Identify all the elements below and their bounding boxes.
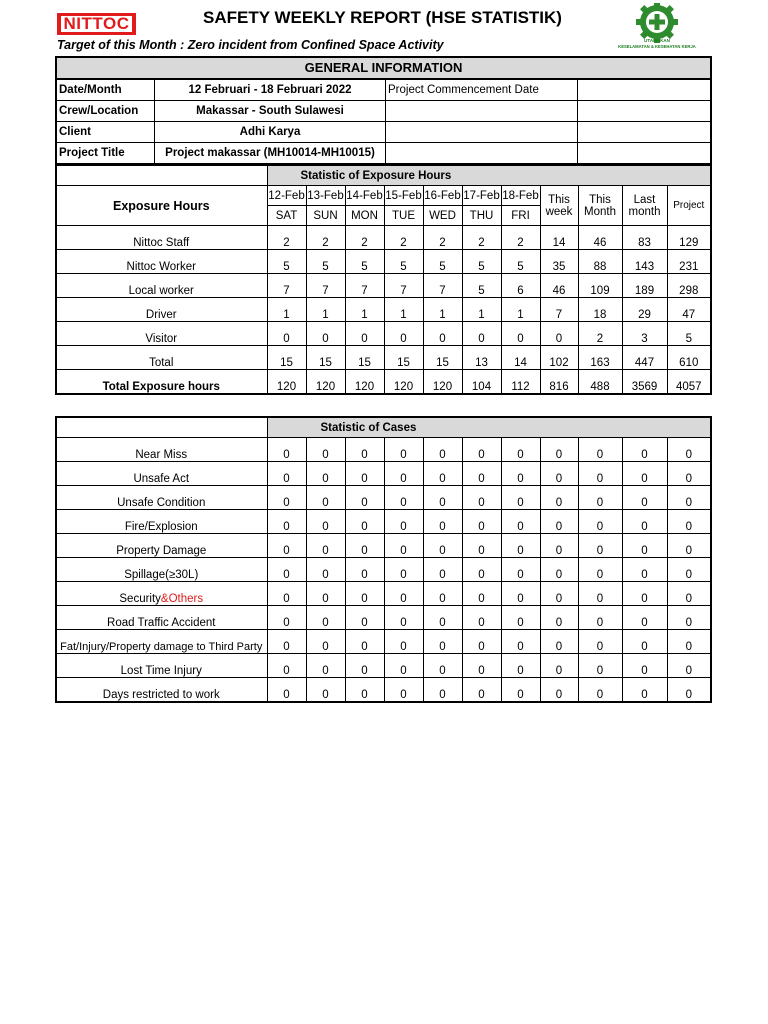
date-header: 18-Feb: [501, 186, 540, 206]
cases-row: [56, 486, 711, 510]
exposure-row: [56, 298, 711, 322]
cases-cell: 0: [267, 462, 306, 486]
cases-row-label-text: Road Traffic Accident: [107, 617, 216, 629]
cases-cell: 0: [384, 678, 423, 702]
exposure-cell: 13: [462, 346, 501, 370]
cases-cell: 0: [578, 678, 622, 702]
cases-row-label: [56, 606, 267, 630]
summary-column-header: Last month: [622, 186, 667, 226]
exposure-row: [56, 274, 711, 298]
exposure-cell: 2: [462, 226, 501, 250]
general-row: [57, 122, 710, 143]
exposure-cell: 5: [306, 250, 345, 274]
cases-row-label-text: Fat/Injury/Property damage to Third Party: [60, 641, 263, 653]
exposure-row: [56, 370, 711, 394]
cases-row-label: [56, 654, 267, 678]
cases-cell: 0: [540, 606, 578, 630]
exposure-cell: 0: [267, 322, 306, 346]
general-value: Adhi Karya: [155, 122, 386, 142]
cases-cell: 0: [501, 678, 540, 702]
cases-row-label: [56, 630, 267, 654]
cases-cell: 0: [540, 654, 578, 678]
exposure-hours-label: Exposure Hours: [56, 186, 267, 226]
cases-row-label-text: Security: [119, 593, 161, 605]
cases-cell: 0: [667, 438, 711, 462]
cases-cell: 0: [622, 654, 667, 678]
exposure-cell: 18: [578, 298, 622, 322]
cases-cell: 0: [306, 654, 345, 678]
general-extra-label: [386, 143, 578, 163]
exposure-cell: 0: [462, 322, 501, 346]
cases-cell: 0: [267, 630, 306, 654]
cases-cell: 0: [423, 678, 462, 702]
cases-cell: 0: [384, 558, 423, 582]
cases-cell: 0: [622, 462, 667, 486]
exposure-cell: 15: [345, 346, 384, 370]
general-row: [57, 80, 710, 101]
exposure-cell: 120: [345, 370, 384, 394]
cases-cell: 0: [540, 630, 578, 654]
cases-cell: 0: [540, 534, 578, 558]
cases-row-label-text: Days restricted to work: [102, 688, 220, 701]
exposure-cell: 0: [345, 322, 384, 346]
cases-cell: 0: [384, 438, 423, 462]
summary-column-header: This Month: [578, 186, 622, 226]
exposure-row-label: Total: [56, 346, 267, 370]
exposure-cell: 29: [622, 298, 667, 322]
cases-cell: 0: [501, 486, 540, 510]
exposure-cell: 112: [501, 370, 540, 394]
exposure-cell: 2: [578, 322, 622, 346]
exposure-row-label: Visitor: [56, 322, 267, 346]
cases-row-label-highlight: &Others: [160, 593, 204, 605]
exposure-cell: 7: [306, 274, 345, 298]
cases-row: [56, 510, 711, 534]
cases-cell: 0: [384, 606, 423, 630]
cases-cell: 0: [345, 582, 384, 606]
cases-cell: 0: [423, 630, 462, 654]
cases-cell: 0: [345, 678, 384, 702]
cases-cell: 0: [267, 534, 306, 558]
exposure-cell: 231: [667, 250, 711, 274]
cases-row: [56, 582, 711, 606]
exposure-cell: 3569: [622, 370, 667, 394]
cases-cell: 0: [423, 654, 462, 678]
cases-cell: 0: [345, 438, 384, 462]
cases-cell: 0: [622, 486, 667, 510]
date-header: 17-Feb: [462, 186, 501, 206]
cases-cell: 0: [462, 558, 501, 582]
cases-row-label-text: Fire/Explosion: [124, 521, 198, 533]
cases-cell: 0: [267, 486, 306, 510]
exposure-cell: 0: [501, 322, 540, 346]
exposure-cell: 1: [462, 298, 501, 322]
exposure-cell: 7: [540, 298, 578, 322]
general-value: Makassar - South Sulawesi: [155, 101, 386, 121]
day-header: TUE: [384, 206, 423, 226]
cases-cell: 0: [622, 606, 667, 630]
exposure-hours-table: [55, 164, 712, 395]
cases-cell: 0: [667, 630, 711, 654]
cases-cell: 0: [423, 558, 462, 582]
cases-cell: 0: [267, 582, 306, 606]
cases-cell: 0: [345, 510, 384, 534]
exposure-cell: 5: [423, 250, 462, 274]
exposure-cell: 189: [622, 274, 667, 298]
cases-cell: 0: [622, 510, 667, 534]
cases-cell: 0: [501, 582, 540, 606]
cases-cell: 0: [578, 462, 622, 486]
exposure-cell: 14: [540, 226, 578, 250]
cases-cell: 0: [462, 630, 501, 654]
cases-cell: 0: [345, 654, 384, 678]
exposure-cell: 83: [622, 226, 667, 250]
date-header: 12-Feb: [267, 186, 306, 206]
cases-cell: 0: [578, 606, 622, 630]
cases-cell: 0: [540, 510, 578, 534]
cases-cell: 0: [384, 510, 423, 534]
cases-cell: 0: [667, 486, 711, 510]
cases-cell: 0: [306, 510, 345, 534]
cases-cell: 0: [540, 582, 578, 606]
exposure-row-label: Driver: [56, 298, 267, 322]
general-extra-value: [578, 143, 710, 163]
cases-cell: 0: [267, 438, 306, 462]
cases-row: [56, 606, 711, 630]
general-information: [55, 56, 712, 165]
cases-row-label-text: Lost Time Injury: [120, 665, 202, 677]
exposure-cell: 109: [578, 274, 622, 298]
cases-cell: 0: [384, 654, 423, 678]
cases-cell: 0: [462, 678, 501, 702]
cases-cell: 0: [622, 558, 667, 582]
cases-cell: 0: [345, 606, 384, 630]
exposure-row-label: Local worker: [56, 274, 267, 298]
exposure-row-label: Nittoc Staff: [56, 226, 267, 250]
exposure-cell: 15: [267, 346, 306, 370]
cases-cell: 0: [667, 558, 711, 582]
exposure-cell: 5: [462, 250, 501, 274]
cases-cell: 0: [622, 630, 667, 654]
exposure-cell: 1: [345, 298, 384, 322]
cases-cell: 0: [667, 606, 711, 630]
cases-row-label: [56, 534, 267, 558]
summary-column-header: This week: [540, 186, 578, 226]
cases-cell: 0: [501, 630, 540, 654]
cases-row: [56, 558, 711, 582]
cases-cell: 0: [578, 510, 622, 534]
exposure-cell: 120: [423, 370, 462, 394]
exposure-cell: 298: [667, 274, 711, 298]
cases-row-label: [56, 462, 267, 486]
cases-cell: 0: [667, 510, 711, 534]
cases-cell: 0: [345, 558, 384, 582]
cases-cell: 0: [423, 534, 462, 558]
exposure-cell: 15: [423, 346, 462, 370]
cases-cell: 0: [501, 438, 540, 462]
cases-cell: 0: [622, 534, 667, 558]
exposure-cell: 816: [540, 370, 578, 394]
cases-row-label: [56, 678, 267, 702]
cases-cell: 0: [667, 582, 711, 606]
cases-row: [56, 438, 711, 462]
nittoc-logo: [57, 13, 136, 35]
cases-cell: 0: [667, 534, 711, 558]
cases-cell: 0: [345, 630, 384, 654]
exposure-cell: 610: [667, 346, 711, 370]
cases-row-label: [56, 558, 267, 582]
cases-row-label: [56, 582, 267, 606]
cases-cell: 0: [423, 486, 462, 510]
cases-table: [55, 416, 712, 703]
exposure-row: [56, 226, 711, 250]
cases-cell: 0: [306, 606, 345, 630]
exposure-heading: Statistic of Exposure Hours: [267, 165, 711, 186]
general-label: Client: [57, 122, 155, 142]
cases-cell: 0: [306, 438, 345, 462]
exposure-cell: 14: [501, 346, 540, 370]
exposure-cell: 2: [267, 226, 306, 250]
cases-cell: 0: [540, 678, 578, 702]
cases-cell: 0: [306, 630, 345, 654]
exposure-cell: 2: [345, 226, 384, 250]
exposure-cell: 46: [540, 274, 578, 298]
exposure-row-label: Total Exposure hours: [56, 370, 267, 394]
date-header: 13-Feb: [306, 186, 345, 206]
exposure-cell: 6: [501, 274, 540, 298]
cases-cell: 0: [423, 462, 462, 486]
cases-cell: 0: [384, 630, 423, 654]
cases-cell: 0: [540, 462, 578, 486]
date-header: 15-Feb: [384, 186, 423, 206]
exposure-cell: 120: [384, 370, 423, 394]
exposure-row: [56, 250, 711, 274]
cases-row: [56, 630, 711, 654]
general-label: Crew/Location: [57, 101, 155, 121]
general-row: [57, 143, 710, 163]
day-header: THU: [462, 206, 501, 226]
exposure-row-label: Nittoc Worker: [56, 250, 267, 274]
cases-cell: 0: [462, 534, 501, 558]
cases-cell: 0: [578, 654, 622, 678]
cases-cell: 0: [384, 582, 423, 606]
cases-cell: 0: [462, 510, 501, 534]
cases-row-label: [56, 510, 267, 534]
exposure-cell: 0: [540, 322, 578, 346]
cases-cell: 0: [462, 462, 501, 486]
cases-cell: 0: [540, 486, 578, 510]
cases-row: [56, 462, 711, 486]
cases-cell: 0: [578, 534, 622, 558]
exposure-cell: 2: [384, 226, 423, 250]
cases-cell: 0: [622, 438, 667, 462]
exposure-cell: 46: [578, 226, 622, 250]
general-row: [57, 101, 710, 122]
exposure-cell: 120: [267, 370, 306, 394]
cases-cell: 0: [423, 606, 462, 630]
cases-cell: 0: [345, 486, 384, 510]
cases-cell: 0: [540, 438, 578, 462]
cases-cell: 0: [540, 558, 578, 582]
cases-row-label-text: Unsafe Condition: [117, 497, 206, 509]
exposure-cell: 47: [667, 298, 711, 322]
exposure-cell: 104: [462, 370, 501, 394]
exposure-cell: 2: [423, 226, 462, 250]
general-label: Project Title: [57, 143, 155, 163]
exposure-cell: 2: [306, 226, 345, 250]
exposure-cell: 7: [345, 274, 384, 298]
cases-row-label: [56, 486, 267, 510]
cases-cell: 0: [501, 510, 540, 534]
exposure-cell: 7: [267, 274, 306, 298]
cases-cell: 0: [462, 486, 501, 510]
general-value: Project makassar (MH10014-MH10015): [155, 143, 386, 163]
exposure-cell: 120: [306, 370, 345, 394]
cases-cell: 0: [345, 462, 384, 486]
cases-cell: 0: [384, 462, 423, 486]
general-label: Date/Month: [57, 80, 155, 100]
cases-cell: 0: [267, 558, 306, 582]
nittoc-logo-text: NITTOC: [61, 16, 133, 32]
exposure-cell: 88: [578, 250, 622, 274]
general-extra-value: [578, 122, 710, 142]
general-extra-value: [578, 80, 710, 100]
general-extra-label: Project Commencement Date: [386, 80, 578, 100]
cases-cell: 0: [306, 678, 345, 702]
exposure-cell: 15: [306, 346, 345, 370]
exposure-cell: 447: [622, 346, 667, 370]
cases-cell: 0: [267, 510, 306, 534]
exposure-row: [56, 346, 711, 370]
cases-cell: 0: [667, 462, 711, 486]
exposure-cell: 143: [622, 250, 667, 274]
cases-cell: 0: [622, 582, 667, 606]
cases-cell: 0: [384, 534, 423, 558]
cases-row: [56, 654, 711, 678]
cases-cell: 0: [501, 558, 540, 582]
cases-cell: 0: [423, 510, 462, 534]
cases-cell: 0: [501, 462, 540, 486]
cases-row-label-text: Near Miss: [135, 449, 188, 461]
cases-cell: 0: [306, 486, 345, 510]
exposure-cell: 0: [306, 322, 345, 346]
exposure-cell: 488: [578, 370, 622, 394]
exposure-cell: 5: [345, 250, 384, 274]
general-extra-label: [386, 122, 578, 142]
cases-cell: 0: [622, 678, 667, 702]
cases-row: [56, 534, 711, 558]
cases-cell: 0: [423, 438, 462, 462]
cases-row: [56, 678, 711, 702]
cases-cell: 0: [578, 630, 622, 654]
exposure-cell: 4057: [667, 370, 711, 394]
cases-cell: 0: [578, 582, 622, 606]
cases-cell: 0: [501, 606, 540, 630]
exposure-cell: 1: [384, 298, 423, 322]
exposure-row: [56, 322, 711, 346]
cases-cell: 0: [462, 582, 501, 606]
exposure-cell: 2: [501, 226, 540, 250]
cases-cell: 0: [462, 438, 501, 462]
cases-cell: 0: [667, 654, 711, 678]
exposure-cell: 0: [384, 322, 423, 346]
cases-cell: 0: [345, 534, 384, 558]
cases-cell: 0: [306, 582, 345, 606]
cases-row-label: [56, 438, 267, 462]
cases-row-label-text: Unsafe Act: [133, 473, 190, 485]
k3-caption-2: KESELAMATAN & KESEHATAN KERJA: [618, 44, 696, 49]
exposure-cell: 1: [267, 298, 306, 322]
exposure-cell: 5: [384, 250, 423, 274]
cases-cell: 0: [462, 606, 501, 630]
exposure-cell: 15: [384, 346, 423, 370]
exposure-cell: 102: [540, 346, 578, 370]
general-extra-label: [386, 101, 578, 121]
cases-cell: 0: [667, 678, 711, 702]
cases-cell: 0: [462, 654, 501, 678]
exposure-cell: 35: [540, 250, 578, 274]
general-extra-value: [578, 101, 710, 121]
monthly-target: Target of this Month : Zero incident from Confined Space Activity: [57, 38, 444, 52]
exposure-cell: 163: [578, 346, 622, 370]
day-header: MON: [345, 206, 384, 226]
exposure-cell: 1: [501, 298, 540, 322]
k3-caption-1: UTAMAKAN: [644, 38, 670, 43]
exposure-cell: 1: [423, 298, 462, 322]
cases-cell: 0: [267, 654, 306, 678]
date-header: 14-Feb: [345, 186, 384, 206]
report-title: SAFETY WEEKLY REPORT (HSE STATISTIK): [203, 8, 562, 27]
date-header: 16-Feb: [423, 186, 462, 206]
cases-row-label-text: Spillage(≥30L): [124, 569, 199, 581]
summary-column-header: Project: [667, 186, 711, 226]
cases-heading: Statistic of Cases: [267, 417, 711, 438]
cases-cell: 0: [306, 462, 345, 486]
cases-cell: 0: [306, 534, 345, 558]
day-header: WED: [423, 206, 462, 226]
exposure-cell: 3: [622, 322, 667, 346]
cases-cell: 0: [423, 582, 462, 606]
cases-cell: 0: [578, 438, 622, 462]
cases-cell: 0: [267, 678, 306, 702]
exposure-cell: 5: [501, 250, 540, 274]
exposure-cell: 5: [462, 274, 501, 298]
general-information-heading: GENERAL INFORMATION: [57, 58, 710, 80]
exposure-cell: 5: [267, 250, 306, 274]
cases-cell: 0: [578, 558, 622, 582]
exposure-cell: 1: [306, 298, 345, 322]
exposure-cell: 7: [384, 274, 423, 298]
day-header: SUN: [306, 206, 345, 226]
cases-cell: 0: [501, 654, 540, 678]
cases-cell: 0: [384, 486, 423, 510]
general-value: 12 Februari - 18 Februari 2022: [155, 80, 386, 100]
exposure-cell: 0: [423, 322, 462, 346]
cases-cell: 0: [578, 486, 622, 510]
day-header: FRI: [501, 206, 540, 226]
exposure-cell: 129: [667, 226, 711, 250]
cases-cell: 0: [306, 558, 345, 582]
cases-row-label-text: Property Damage: [116, 545, 207, 557]
cases-cell: 0: [501, 534, 540, 558]
day-header: SAT: [267, 206, 306, 226]
cases-cell: 0: [267, 606, 306, 630]
exposure-cell: 7: [423, 274, 462, 298]
exposure-cell: 5: [667, 322, 711, 346]
